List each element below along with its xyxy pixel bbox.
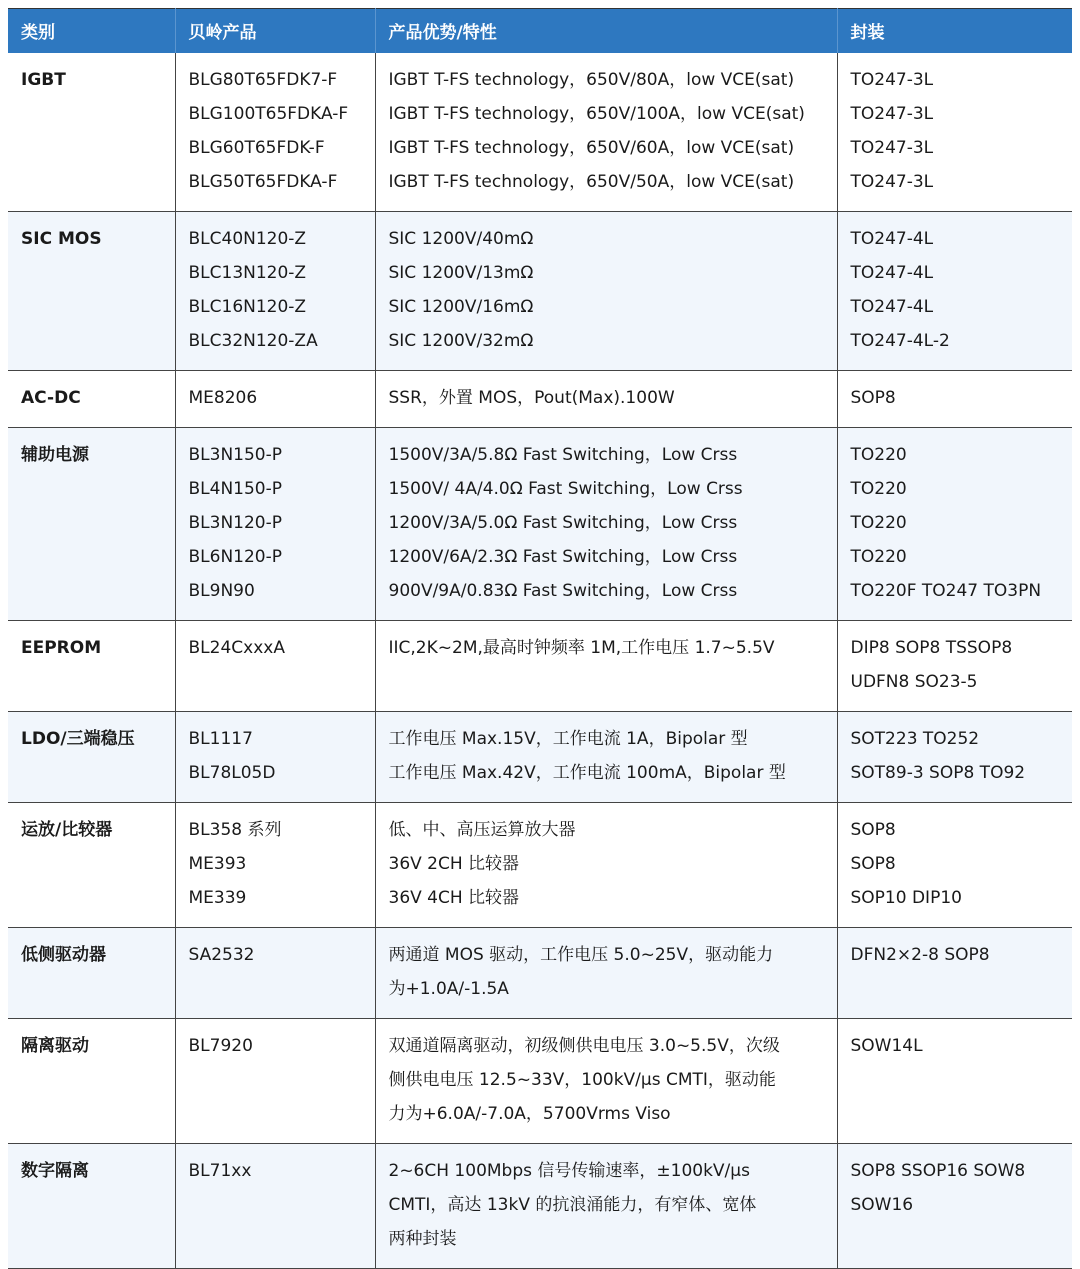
package-line: SOT89-3 SOP8 TO92 [850,762,1026,783]
package-line: UDFN8 SO23-5 [850,671,978,692]
package-line: SOW14L [850,1035,923,1056]
category-label: 数字隔离 [21,1160,89,1181]
product-name: BL71xx [188,1160,252,1181]
package-cell [837,620,1072,711]
feature-line: 1200V/6A/2.3Ω Fast Switching，Low Crss [388,546,738,567]
product-name: BL358 系列 [188,819,282,840]
feature-line: SIC 1200V/32mΩ [388,330,534,351]
product-name: ME339 [188,887,247,908]
feature-line: 两种封装 [388,1228,457,1249]
product-name: ME8206 [188,387,258,408]
package-line: TO220 [850,546,907,567]
feature-line: IGBT T-FS technology，650V/100A，low VCE(sat) [388,103,805,124]
product-name: BL3N150-P [188,444,282,465]
category-cell [8,427,175,620]
category-cell [8,802,175,927]
category-cell [8,1018,175,1143]
table-row [8,53,1072,212]
header-row [8,9,1072,53]
category-cell [8,927,175,1018]
package-line: TO220 [850,478,907,499]
table-row [8,427,1072,620]
header-package: 封装 [850,23,885,44]
product-name: ME393 [188,853,247,874]
package-line: TO220F TO247 TO3PN [850,580,1042,601]
feature-line: 1500V/3A/5.8Ω Fast Switching，Low Crss [388,444,738,465]
package-line: SOP8 [850,853,896,874]
feature-line: CMTI，高达 13kV 的抗浪涌能力，有窄体、宽体 [388,1194,757,1215]
package-line: TO220 [850,512,907,533]
features-cell [375,1143,837,1268]
product-name: BLC32N120-ZA [188,330,318,351]
package-line: TO247-4L [850,262,934,283]
feature-line: SIC 1200V/13mΩ [388,262,534,283]
package-line: SOP8 [850,819,896,840]
table-row [8,620,1072,711]
product-cell [175,211,375,370]
feature-line: 工作电压 Max.15V，工作电流 1A，Bipolar 型 [388,728,748,749]
package-line: TO247-4L [850,228,934,249]
features-cell [375,620,837,711]
category-label: EEPROM [21,637,102,658]
features-cell [375,711,837,802]
package-cell [837,211,1072,370]
features-cell [375,53,837,212]
feature-line: 侧供电电压 12.5~33V，100kV/μs CMTI，驱动能 [388,1069,776,1090]
category-cell [8,620,175,711]
feature-line: SIC 1200V/16mΩ [388,296,534,317]
product-name: BL4N150-P [188,478,282,499]
feature-line: SIC 1200V/40mΩ [388,228,534,249]
table-row [8,927,1072,1018]
product-cell [175,620,375,711]
product-cell [175,427,375,620]
category-cell [8,711,175,802]
package-cell [837,1018,1072,1143]
category-label: 运放/比较器 [21,819,113,840]
product-cell [175,53,375,212]
product-name: BL1117 [188,728,253,749]
product-name: BL3N120-P [188,512,282,533]
table-row [8,711,1072,802]
features-cell [375,1018,837,1143]
feature-line: SSR，外置 MOS，Pout(Max).100W [388,387,675,408]
package-cell [837,427,1072,620]
package-line: TO247-3L [850,69,934,90]
features-cell [375,427,837,620]
features-cell [375,211,837,370]
package-cell [837,53,1072,212]
package-line: TO247-3L [850,103,934,124]
table-body [8,53,1072,1269]
product-name: BL24CxxxA [188,637,285,658]
category-label: SIC MOS [21,228,102,249]
package-line: DFN2×2-8 SOP8 [850,944,990,965]
table-row [8,370,1072,427]
feature-line: IGBT T-FS technology，650V/60A，low VCE(sat) [388,137,795,158]
feature-line: IGBT T-FS technology，650V/80A，low VCE(sat) [388,69,795,90]
table-row [8,1143,1072,1268]
category-label: 低侧驱动器 [21,944,106,965]
package-line: SOT223 TO252 [850,728,980,749]
feature-line: 1200V/3A/5.0Ω Fast Switching，Low Crss [388,512,738,533]
product-name: BLG80T65FDK7-F [188,69,338,90]
product-cell [175,711,375,802]
category-label: IGBT [21,69,66,90]
feature-line: 900V/9A/0.83Ω Fast Switching，Low Crss [388,580,738,601]
features-cell [375,802,837,927]
package-line: SOP8 SSOP16 SOW8 [850,1160,1026,1181]
product-cell [175,1018,375,1143]
product-name: BLG100T65FDKA-F [188,103,349,124]
feature-line: 双通道隔离驱动，初级侧供电电压 3.0~5.5V，次级 [388,1035,780,1056]
header-category: 类别 [8,9,175,53]
package-cell [837,927,1072,1018]
package-line: SOP8 [850,387,896,408]
feature-line: 36V 2CH 比较器 [388,853,520,874]
product-name: BL7920 [188,1035,253,1056]
feature-line: 为+1.0A/-1.5A [388,978,509,999]
package-line: TO247-3L [850,137,934,158]
category-cell [8,211,175,370]
category-label: AC-DC [21,387,81,408]
product-name: SA2532 [188,944,255,965]
feature-line: 36V 4CH 比较器 [388,887,520,908]
product-name: BLG50T65FDKA-F [188,171,338,192]
product-name: BLC16N120-Z [188,296,307,317]
product-cell [175,370,375,427]
package-cell [837,802,1072,927]
features-cell [375,927,837,1018]
table-row [8,1018,1072,1143]
feature-line: 低、中、高压运算放大器 [388,819,576,840]
table-row [8,802,1072,927]
category-cell [8,53,175,212]
feature-line: 工作电压 Max.42V，工作电流 100mA，Bipolar 型 [388,762,786,783]
package-line: TO220 [850,444,907,465]
product-name: BLC13N120-Z [188,262,307,283]
product-name: BL6N120-P [188,546,282,567]
product-table [8,8,1072,1269]
feature-line: 1500V/ 4A/4.0Ω Fast Switching，Low Crss [388,478,743,499]
product-cell [175,1143,375,1268]
product-cell [175,802,375,927]
table-row [8,211,1072,370]
product-name: BL78L05D [188,762,276,783]
package-line: DIP8 SOP8 TSSOP8 [850,637,1013,658]
feature-line: 两通道 MOS 驱动，工作电压 5.0~25V，驱动能力 [388,944,774,965]
features-cell [375,370,837,427]
product-name: BLC40N120-Z [188,228,307,249]
package-cell [837,711,1072,802]
category-cell [8,370,175,427]
category-cell [8,1143,175,1268]
header-features: 产品优势/特性 [375,9,837,53]
category-label: LDO/三端稳压 [21,728,135,749]
product-name: BL9N90 [188,580,255,601]
package-line: SOW16 [850,1194,914,1215]
feature-line: 力为+6.0A/-7.0A，5700Vrms Viso [388,1103,671,1124]
category-label: 隔离驱动 [21,1035,89,1056]
package-line: TO247-4L-2 [850,330,950,351]
feature-line: 2~6CH 100Mbps 信号传输速率，±100kV/μs [388,1160,750,1181]
product-cell [175,927,375,1018]
header-product: 贝岭产品 [175,9,375,53]
product-name: BLG60T65FDK-F [188,137,325,158]
feature-line: IIC,2K~2M,最高时钟频率 1M,工作电压 1.7~5.5V [388,637,775,658]
package-line: TO247-3L [850,171,934,192]
category-label: 辅助电源 [21,444,89,465]
package-line: SOP10 DIP10 [850,887,962,908]
feature-line: IGBT T-FS technology，650V/50A，low VCE(sat) [388,171,795,192]
package-line: TO247-4L [850,296,934,317]
package-cell [837,1143,1072,1268]
package-cell [837,370,1072,427]
